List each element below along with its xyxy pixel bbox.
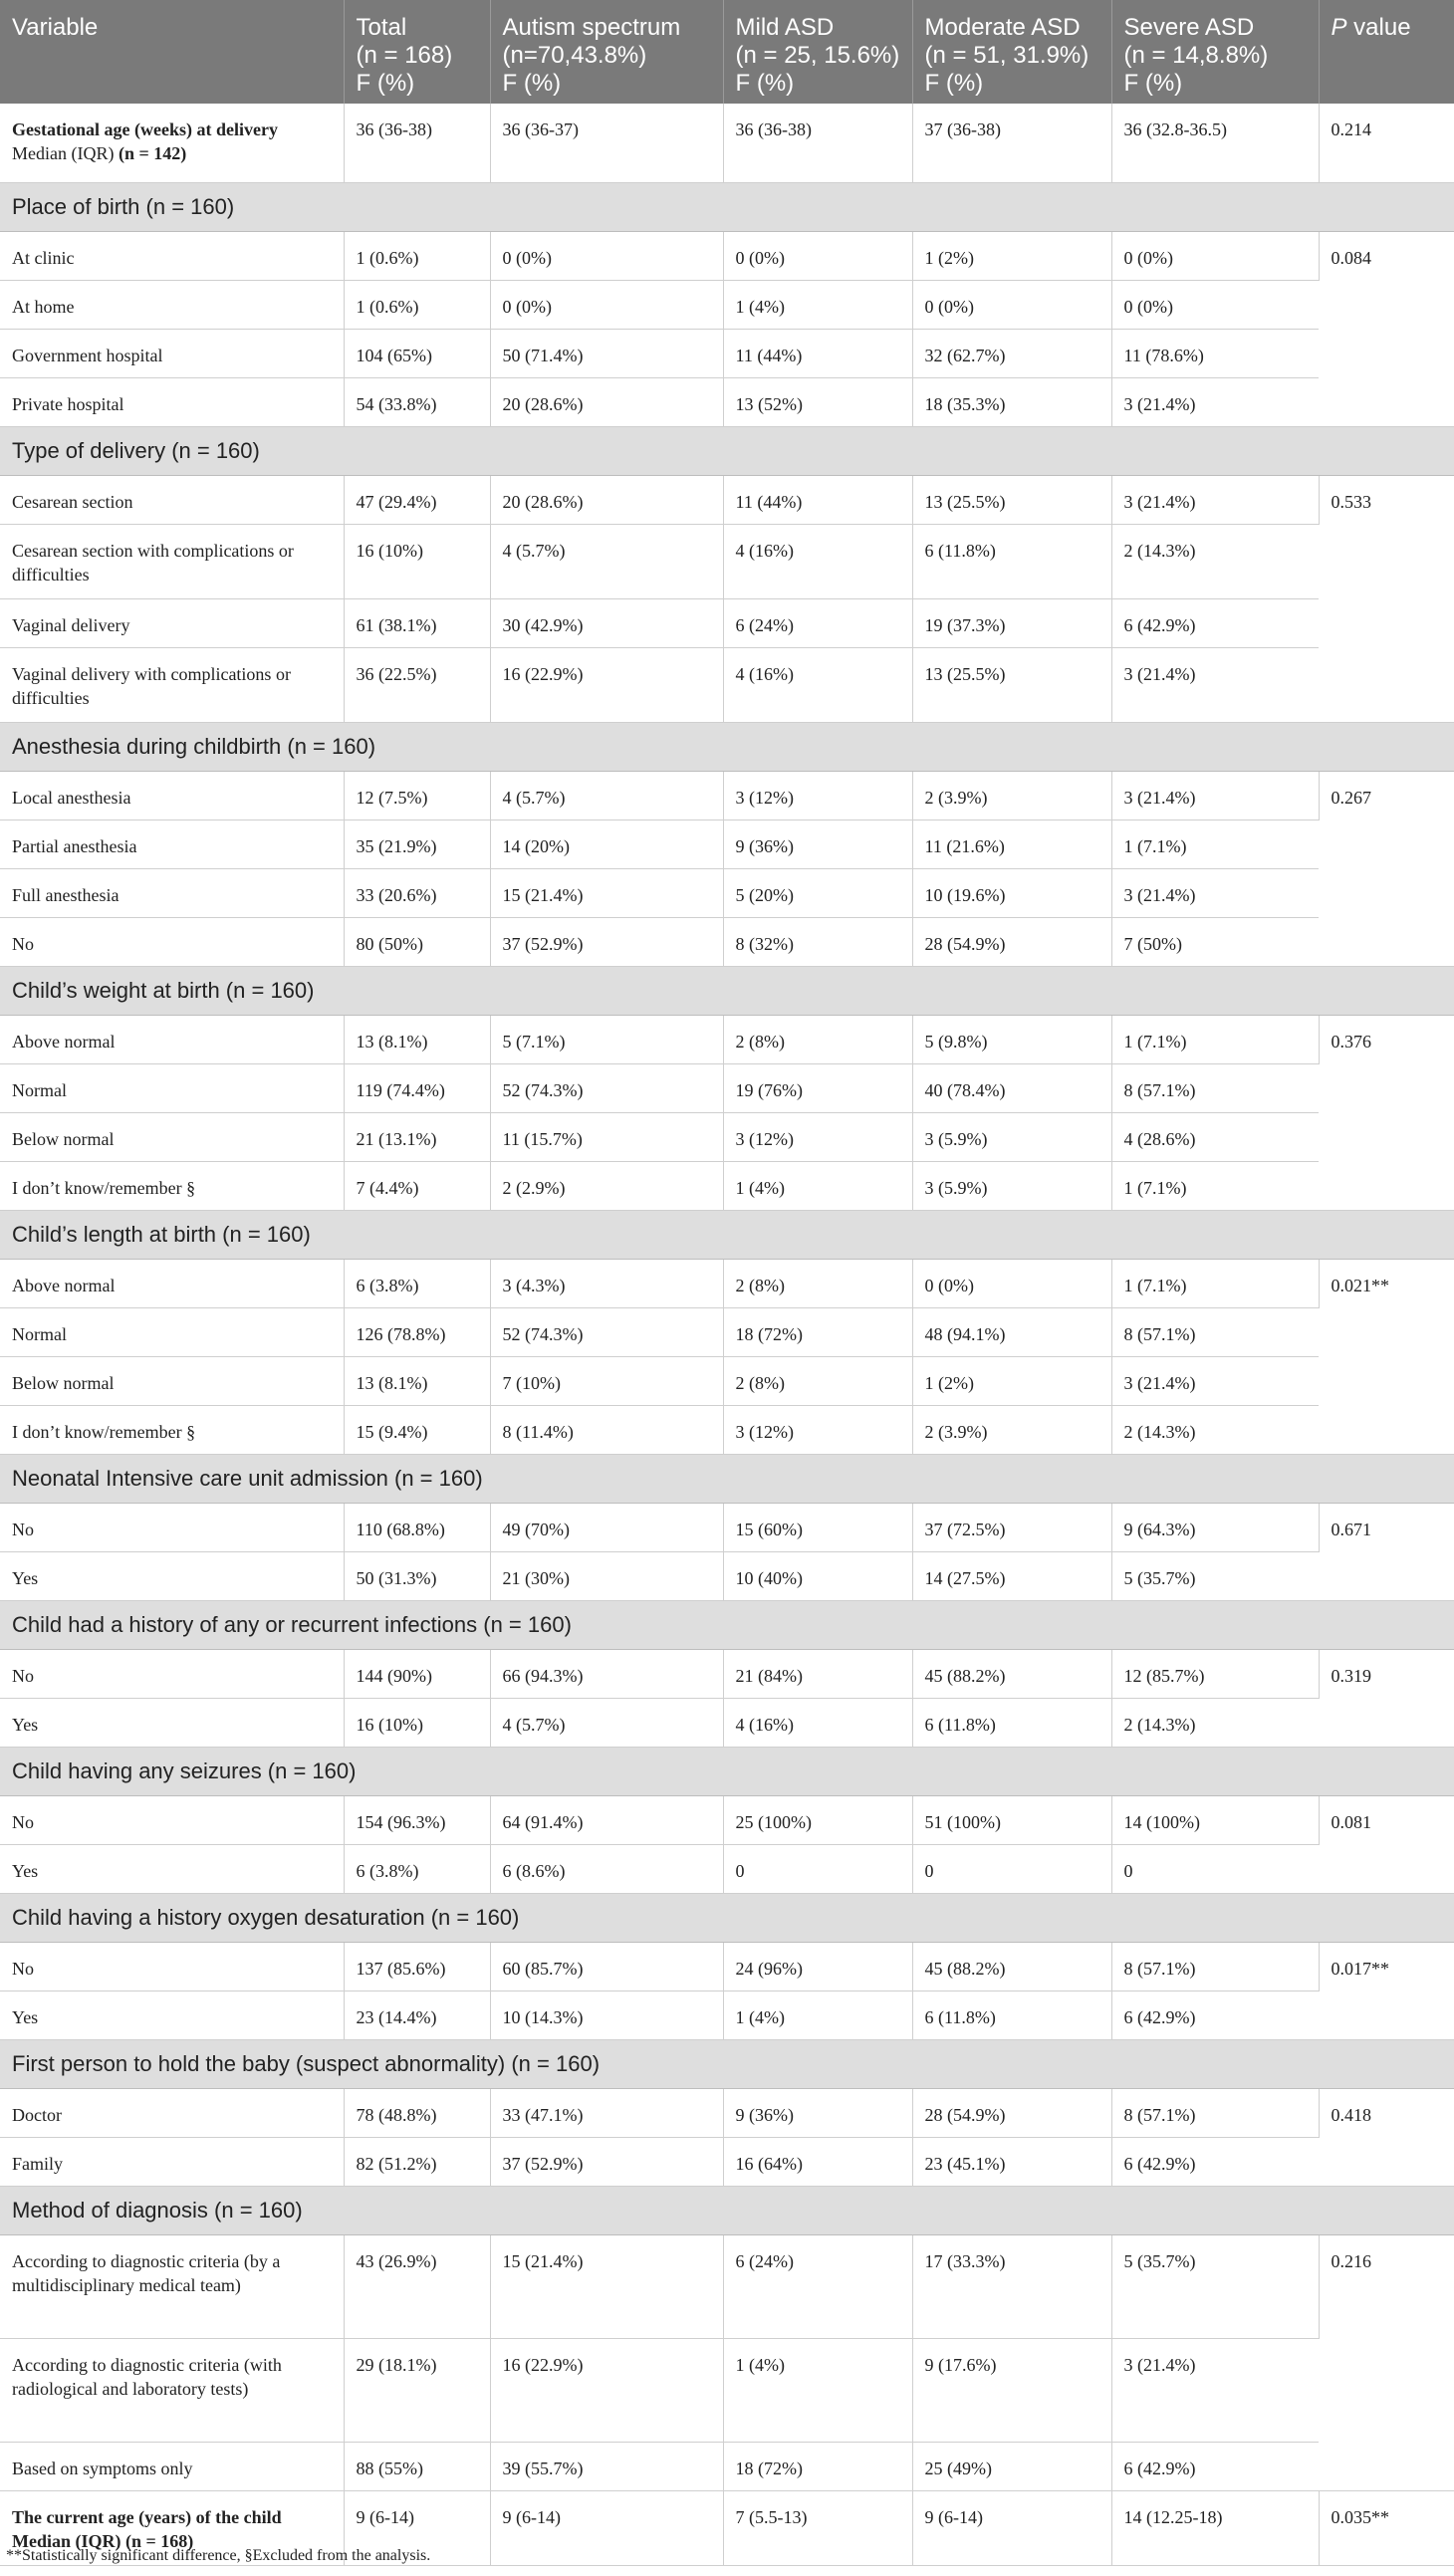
cell-value: 3 (21.4%) (1111, 1356, 1319, 1405)
cell-value: 13 (52%) (723, 377, 912, 426)
cell-value: 3 (5.9%) (912, 1112, 1111, 1161)
label-bold: Gestational age (weeks) at delivery (12, 119, 278, 139)
table-row (0, 231, 1454, 280)
cell-p-value: 0.216 (1319, 2234, 1454, 2490)
cell-value: 9 (17.6%) (912, 2338, 1111, 2442)
cell-value: 21 (13.1%) (344, 1112, 490, 1161)
section-header-row (0, 1893, 1454, 1942)
cell-value: 6 (11.8%) (912, 1991, 1111, 2039)
cell-label: Cesarean section with complications or difficulties (0, 524, 344, 598)
cell-value: 3 (21.4%) (1111, 771, 1319, 820)
table-row (0, 2338, 1454, 2442)
header-row (0, 0, 1454, 104)
section-title: Child having a history oxygen desaturation (n = 160) (0, 1893, 1454, 1942)
table-row (0, 1405, 1454, 1454)
cell-value: 5 (35.7%) (1111, 1551, 1319, 1600)
cell-value: 9 (36%) (723, 820, 912, 868)
header-moderate-asd: Moderate ASD (n = 51, 31.9%) F (%) (912, 0, 1111, 104)
section-title: Child having any seizures (n = 160) (0, 1747, 1454, 1795)
cell-value: 4 (5.7%) (490, 771, 723, 820)
cell-value: 11 (15.7%) (490, 1112, 723, 1161)
cell-label: No (0, 917, 344, 966)
cell-value: 33 (20.6%) (344, 868, 490, 917)
cell-value: 0 (0%) (912, 280, 1111, 329)
cell-value: 36 (36-38) (723, 104, 912, 182)
cell-value: 2 (14.3%) (1111, 524, 1319, 598)
cell-value: 52 (74.3%) (490, 1063, 723, 1112)
cell-value: 18 (72%) (723, 1307, 912, 1356)
cell-value: 10 (19.6%) (912, 868, 1111, 917)
cell-value: 7 (5.5-13) (723, 2490, 912, 2565)
cell-value: 8 (57.1%) (1111, 1063, 1319, 1112)
cell-value: 6 (42.9%) (1111, 2442, 1319, 2490)
label-n: (n = 168) (125, 2530, 194, 2551)
cell-label: Based on symptoms only (0, 2442, 344, 2490)
table-row (0, 280, 1454, 329)
cell-value: 1 (0.6%) (344, 231, 490, 280)
section-header-row (0, 1600, 1454, 1649)
cell-value: 37 (72.5%) (912, 1503, 1111, 1551)
header-autism-spectrum: Autism spectrum (n=70,43.8%) F (%) (490, 0, 723, 104)
cell-value: 2 (8%) (723, 1259, 912, 1307)
cell-label: At clinic (0, 231, 344, 280)
cell-value: 1 (2%) (912, 1356, 1111, 1405)
cell-label: Below normal (0, 1112, 344, 1161)
cell-value: 16 (22.9%) (490, 2338, 723, 2442)
cell-value: 18 (35.3%) (912, 377, 1111, 426)
cell-value: 5 (20%) (723, 868, 912, 917)
cell-label: Government hospital (0, 329, 344, 377)
cell-value: 66 (94.3%) (490, 1649, 723, 1698)
cell-value: 1 (4%) (723, 2338, 912, 2442)
cell-value: 2 (3.9%) (912, 1405, 1111, 1454)
cell-value: 110 (68.8%) (344, 1503, 490, 1551)
cell-p-value: 0.035** (1319, 2490, 1454, 2565)
table-row (0, 1356, 1454, 1405)
label-bold: The current age (years) of the child (12, 2506, 282, 2527)
table-row (0, 1795, 1454, 1844)
cell-p-value: 0.319 (1319, 1649, 1454, 1747)
cell-value: 3 (12%) (723, 1405, 912, 1454)
cell-value: 15 (9.4%) (344, 1405, 490, 1454)
table-row (0, 1015, 1454, 1063)
section-title: Type of delivery (n = 160) (0, 426, 1454, 475)
cell-value: 37 (52.9%) (490, 2137, 723, 2186)
cell-value: 33 (47.1%) (490, 2088, 723, 2137)
section-title: Method of diagnosis (n = 160) (0, 2186, 1454, 2234)
cell-value: 28 (54.9%) (912, 917, 1111, 966)
section-header-row (0, 182, 1454, 231)
cell-value: 23 (45.1%) (912, 2137, 1111, 2186)
table-row (0, 1649, 1454, 1698)
cell-value: 0 (0%) (723, 231, 912, 280)
cell-value: 0 (0%) (490, 231, 723, 280)
cell-value: 13 (8.1%) (344, 1356, 490, 1405)
cell-label: Family (0, 2137, 344, 2186)
cell-value: 1 (4%) (723, 280, 912, 329)
section-title: Place of birth (n = 160) (0, 182, 1454, 231)
cell-value: 19 (76%) (723, 1063, 912, 1112)
cell-value: 82 (51.2%) (344, 2137, 490, 2186)
cell-value: 15 (21.4%) (490, 2234, 723, 2338)
cell-value: 16 (10%) (344, 1698, 490, 1747)
cell-value: 30 (42.9%) (490, 598, 723, 647)
label-n: (n = 142) (118, 143, 187, 163)
section-header-row (0, 1747, 1454, 1795)
cell-value: 154 (96.3%) (344, 1795, 490, 1844)
cell-value: 20 (28.6%) (490, 377, 723, 426)
cell-value: 15 (21.4%) (490, 868, 723, 917)
cell-value: 35 (21.9%) (344, 820, 490, 868)
cell-value: 14 (12.25-18) (1111, 2490, 1319, 2565)
cell-value: 80 (50%) (344, 917, 490, 966)
cell-value: 1 (2%) (912, 231, 1111, 280)
cell-value: 36 (22.5%) (344, 647, 490, 722)
cell-value: 119 (74.4%) (344, 1063, 490, 1112)
cell-value: 8 (57.1%) (1111, 1307, 1319, 1356)
cell-p-value: 0.021** (1319, 1259, 1454, 1454)
cell-value: 11 (44%) (723, 475, 912, 524)
cell-value: 50 (31.3%) (344, 1551, 490, 1600)
table-row (0, 329, 1454, 377)
cell-value: 0 (0%) (1111, 231, 1319, 280)
cell-p-value: 0.081 (1319, 1795, 1454, 1893)
cell-value: 88 (55%) (344, 2442, 490, 2490)
table-row (0, 2137, 1454, 2186)
cell-p-value: 0.214 (1319, 104, 1454, 182)
cell-label: I don’t know/remember § (0, 1405, 344, 1454)
cell-value: 54 (33.8%) (344, 377, 490, 426)
table-row (0, 1991, 1454, 2039)
cell-value: 12 (7.5%) (344, 771, 490, 820)
cell-value: 32 (62.7%) (912, 329, 1111, 377)
cell-value: 51 (100%) (912, 1795, 1111, 1844)
cell-value: 11 (21.6%) (912, 820, 1111, 868)
cell-value: 2 (14.3%) (1111, 1405, 1319, 1454)
cell-value: 45 (88.2%) (912, 1942, 1111, 1991)
cell-label: Yes (0, 1551, 344, 1600)
cell-label: Partial anesthesia (0, 820, 344, 868)
cell-value: 2 (2.9%) (490, 1161, 723, 1210)
section-header-row (0, 966, 1454, 1015)
cell-value: 36 (36-37) (490, 104, 723, 182)
cell-label: Vaginal delivery with complications or difficulties (0, 647, 344, 722)
cell-label: Full anesthesia (0, 868, 344, 917)
table-row (0, 1503, 1454, 1551)
cell-label: Yes (0, 1698, 344, 1747)
table-row (0, 1942, 1454, 1991)
cell-value: 19 (37.3%) (912, 598, 1111, 647)
cell-value: 24 (96%) (723, 1942, 912, 1991)
cell-value: 20 (28.6%) (490, 475, 723, 524)
table-row (0, 2442, 1454, 2490)
cell-p-value: 0.267 (1319, 771, 1454, 966)
cell-value: 14 (20%) (490, 820, 723, 868)
section-header-row (0, 1210, 1454, 1259)
cell-value: 4 (5.7%) (490, 1698, 723, 1747)
cell-value: 4 (16%) (723, 1698, 912, 1747)
cell-value: 61 (38.1%) (344, 598, 490, 647)
cell-value: 6 (24%) (723, 2234, 912, 2338)
cell-p-value: 0.533 (1319, 475, 1454, 722)
cell-value: 37 (36-38) (912, 104, 1111, 182)
cell-value: 16 (22.9%) (490, 647, 723, 722)
cell-value: 10 (40%) (723, 1551, 912, 1600)
cell-label: Normal (0, 1307, 344, 1356)
cell-label: Vaginal delivery (0, 598, 344, 647)
cell-value: 1 (7.1%) (1111, 1015, 1319, 1063)
cell-value: 0 (0%) (490, 280, 723, 329)
cell-value: 43 (26.9%) (344, 2234, 490, 2338)
cell-value: 25 (100%) (723, 1795, 912, 1844)
cell-value: 0 (0%) (1111, 280, 1319, 329)
cell-value: 5 (9.8%) (912, 1015, 1111, 1063)
section-header-row (0, 2039, 1454, 2088)
header-mild-asd: Mild ASD (n = 25, 15.6%) F (%) (723, 0, 912, 104)
cell-value: 11 (78.6%) (1111, 329, 1319, 377)
cell-value: 0 (1111, 1844, 1319, 1893)
cell-value: 9 (64.3%) (1111, 1503, 1319, 1551)
section-header-row (0, 2186, 1454, 2234)
cell-label: Above normal (0, 1015, 344, 1063)
cell-label: Local anesthesia (0, 771, 344, 820)
table-row (0, 820, 1454, 868)
cell-value: 47 (29.4%) (344, 475, 490, 524)
table-row-gestational-age (0, 104, 1454, 182)
table-row (0, 771, 1454, 820)
cell-value: 13 (25.5%) (912, 647, 1111, 722)
cell-value: 6 (3.8%) (344, 1259, 490, 1307)
section-header-row (0, 426, 1454, 475)
cell-value: 10 (14.3%) (490, 1991, 723, 2039)
section-title: Anesthesia during childbirth (n = 160) (0, 722, 1454, 771)
cell-p-value: 0.376 (1319, 1015, 1454, 1210)
cell-value: 1 (7.1%) (1111, 1259, 1319, 1307)
cell-value: 5 (35.7%) (1111, 2234, 1319, 2338)
table-row (0, 868, 1454, 917)
cell-value: 11 (44%) (723, 329, 912, 377)
cell-value: 6 (42.9%) (1111, 2137, 1319, 2186)
cell-value: 25 (49%) (912, 2442, 1111, 2490)
cell-label: At home (0, 280, 344, 329)
cell-value: 40 (78.4%) (912, 1063, 1111, 1112)
cell-value: 9 (6-14) (490, 2490, 723, 2565)
cell-value: 36 (32.8-36.5) (1111, 104, 1319, 182)
cell-value: 3 (21.4%) (1111, 2338, 1319, 2442)
cell-value: 14 (100%) (1111, 1795, 1319, 1844)
cell-value: 4 (28.6%) (1111, 1112, 1319, 1161)
table-row (0, 524, 1454, 598)
cell-value: 2 (3.9%) (912, 771, 1111, 820)
cell-value: 6 (8.6%) (490, 1844, 723, 1893)
cell-value: 28 (54.9%) (912, 2088, 1111, 2137)
cell-value: 12 (85.7%) (1111, 1649, 1319, 1698)
cell-label: Above normal (0, 1259, 344, 1307)
table-row (0, 1063, 1454, 1112)
header-total: Total (n = 168) F (%) (344, 0, 490, 104)
cell-p-value: 0.017** (1319, 1942, 1454, 2039)
cell-value: 0 (723, 1844, 912, 1893)
cell-label: Doctor (0, 2088, 344, 2137)
cell-value: 6 (42.9%) (1111, 598, 1319, 647)
cell-label: I don’t know/remember § (0, 1161, 344, 1210)
table-row (0, 1307, 1454, 1356)
cell-value: 17 (33.3%) (912, 2234, 1111, 2338)
cell-value: 1 (4%) (723, 1991, 912, 2039)
table-row (0, 2234, 1454, 2338)
p-italic: P (1331, 14, 1347, 41)
label-line2: Median (IQR) (12, 143, 115, 163)
cell-value: 16 (10%) (344, 524, 490, 598)
cell-label: According to diagnostic criteria (with radiological and laboratory tests) (0, 2338, 344, 2442)
cell-label: Yes (0, 1991, 344, 2039)
cell-value: 36 (36-38) (344, 104, 490, 182)
table-row (0, 598, 1454, 647)
cell-value: 78 (48.8%) (344, 2088, 490, 2137)
table-row (0, 917, 1454, 966)
cell-value: 15 (60%) (723, 1503, 912, 1551)
cell-value: 60 (85.7%) (490, 1942, 723, 1991)
cell-value: 3 (21.4%) (1111, 647, 1319, 722)
cell-value: 8 (57.1%) (1111, 2088, 1319, 2137)
cell-value: 6 (42.9%) (1111, 1991, 1319, 2039)
cell-value: 0 (0%) (912, 1259, 1111, 1307)
table-row (0, 647, 1454, 722)
cell-value: 3 (12%) (723, 771, 912, 820)
cell-value: 3 (21.4%) (1111, 868, 1319, 917)
table-row (0, 1551, 1454, 1600)
cell-value: 3 (21.4%) (1111, 377, 1319, 426)
cell-value: 18 (72%) (723, 2442, 912, 2490)
cell-value: 6 (11.8%) (912, 524, 1111, 598)
cell-value: 14 (27.5%) (912, 1551, 1111, 1600)
cell-value: 126 (78.8%) (344, 1307, 490, 1356)
cell-value: 1 (7.1%) (1111, 820, 1319, 868)
cell-label (0, 104, 344, 182)
cell-value: 7 (4.4%) (344, 1161, 490, 1210)
cell-value: 39 (55.7%) (490, 2442, 723, 2490)
cell-value: 50 (71.4%) (490, 329, 723, 377)
table-body (0, 104, 1454, 2565)
cell-value: 29 (18.1%) (344, 2338, 490, 2442)
table-row (0, 475, 1454, 524)
header-variable: Variable (0, 0, 344, 104)
cell-value: 3 (12%) (723, 1112, 912, 1161)
cell-value: 4 (16%) (723, 647, 912, 722)
cell-value: 37 (52.9%) (490, 917, 723, 966)
table-row (0, 1844, 1454, 1893)
cell-value: 1 (4%) (723, 1161, 912, 1210)
cell-value: 64 (91.4%) (490, 1795, 723, 1844)
footnote: **Statistically significant difference, §Excluded from the analysis. (6, 2547, 431, 2564)
section-title: Child’s length at birth (n = 160) (0, 1210, 1454, 1259)
cell-value: 21 (84%) (723, 1649, 912, 1698)
cell-value: 48 (94.1%) (912, 1307, 1111, 1356)
cell-value: 3 (4.3%) (490, 1259, 723, 1307)
cell-value: 8 (11.4%) (490, 1405, 723, 1454)
cell-value: 8 (32%) (723, 917, 912, 966)
cell-value: 52 (74.3%) (490, 1307, 723, 1356)
cell-label: No (0, 1649, 344, 1698)
cell-value: 104 (65%) (344, 329, 490, 377)
cell-label: Yes (0, 1844, 344, 1893)
cell-value: 5 (7.1%) (490, 1015, 723, 1063)
cell-value: 23 (14.4%) (344, 1991, 490, 2039)
cell-label: No (0, 1942, 344, 1991)
header-severe-asd: Severe ASD (n = 14,8.8%) F (%) (1111, 0, 1319, 104)
cell-label: Normal (0, 1063, 344, 1112)
cell-value: 1 (0.6%) (344, 280, 490, 329)
cell-value: 13 (8.1%) (344, 1015, 490, 1063)
cell-value: 3 (21.4%) (1111, 475, 1319, 524)
cell-label: According to diagnostic criteria (by a multidisciplinary medical team) (0, 2234, 344, 2338)
cell-value: 2 (8%) (723, 1356, 912, 1405)
section-title: Child’s weight at birth (n = 160) (0, 966, 1454, 1015)
cell-label: No (0, 1795, 344, 1844)
cell-value: 0 (912, 1844, 1111, 1893)
label-line2: Median (IQR) (12, 2530, 121, 2551)
table-row (0, 1161, 1454, 1210)
cell-value: 49 (70%) (490, 1503, 723, 1551)
cell-value: 9 (36%) (723, 2088, 912, 2137)
cell-value: 4 (16%) (723, 524, 912, 598)
cell-value: 6 (3.8%) (344, 1844, 490, 1893)
cell-label: No (0, 1503, 344, 1551)
cell-value: 6 (11.8%) (912, 1698, 1111, 1747)
cell-value: 16 (64%) (723, 2137, 912, 2186)
section-header-row (0, 1454, 1454, 1503)
cell-label: Below normal (0, 1356, 344, 1405)
table-row (0, 1698, 1454, 1747)
table-row (0, 2088, 1454, 2137)
table-row (0, 1259, 1454, 1307)
section-title: First person to hold the baby (suspect abnormality) (n = 160) (0, 2039, 1454, 2088)
table-row (0, 1112, 1454, 1161)
cell-value: 8 (57.1%) (1111, 1942, 1319, 1991)
cell-value: 9 (6-14) (912, 2490, 1111, 2565)
cell-value: 2 (8%) (723, 1015, 912, 1063)
cell-value: 7 (50%) (1111, 917, 1319, 966)
cell-p-value: 0.418 (1319, 2088, 1454, 2186)
cell-value: 45 (88.2%) (912, 1649, 1111, 1698)
header-p-value (1319, 0, 1454, 104)
cell-value: 6 (24%) (723, 598, 912, 647)
cell-value: 4 (5.7%) (490, 524, 723, 598)
section-title: Neonatal Intensive care unit admission (n = 160) (0, 1454, 1454, 1503)
cell-value: 13 (25.5%) (912, 475, 1111, 524)
cell-value: 1 (7.1%) (1111, 1161, 1319, 1210)
cell-label: Cesarean section (0, 475, 344, 524)
cell-label: Private hospital (0, 377, 344, 426)
p-value-rest: value (1346, 14, 1411, 41)
section-header-row (0, 722, 1454, 771)
cell-value: 21 (30%) (490, 1551, 723, 1600)
cell-value: 137 (85.6%) (344, 1942, 490, 1991)
section-title: Child had a history of any or recurrent infections (n = 160) (0, 1600, 1454, 1649)
cell-value: 9 (6-14) (344, 2490, 490, 2565)
cell-value: 144 (90%) (344, 1649, 490, 1698)
cell-value: 2 (14.3%) (1111, 1698, 1319, 1747)
cell-value: 3 (5.9%) (912, 1161, 1111, 1210)
cell-p-value: 0.671 (1319, 1503, 1454, 1600)
cell-p-value: 0.084 (1319, 231, 1454, 426)
table-row (0, 377, 1454, 426)
cell-value: 7 (10%) (490, 1356, 723, 1405)
